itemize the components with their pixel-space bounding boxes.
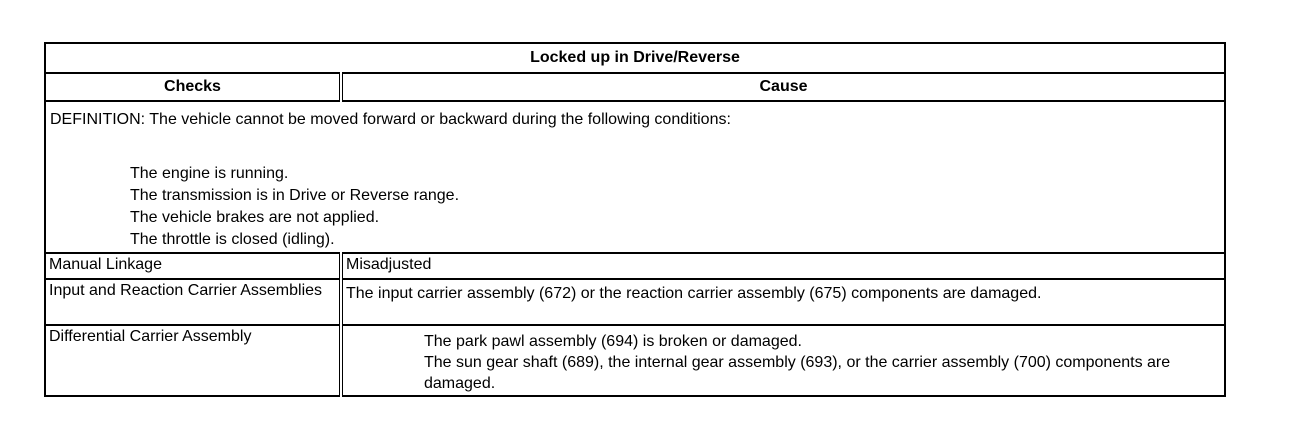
condition-item: The engine is running. bbox=[130, 165, 289, 182]
cause-cell: The input carrier assembly (672) or the reaction carrier assembly (675) components are damaged. bbox=[341, 279, 1225, 325]
table-row bbox=[45, 279, 1225, 325]
condition-item: The throttle is closed (idling). bbox=[130, 231, 335, 248]
table-header-row bbox=[45, 73, 1225, 101]
check-cell: Input and Reaction Carrier Assemblies bbox=[45, 279, 341, 325]
cause-header: Cause bbox=[341, 73, 1225, 101]
locked-up-diagnostic-table bbox=[44, 42, 1226, 397]
definition-cell bbox=[45, 101, 1225, 253]
table-row bbox=[45, 325, 1225, 396]
condition-item: The vehicle brakes are not applied. bbox=[130, 209, 380, 226]
definition-conditions bbox=[50, 163, 1220, 251]
checks-header: Checks bbox=[45, 73, 341, 101]
definition-row bbox=[45, 101, 1225, 253]
check-cell: Manual Linkage bbox=[45, 253, 341, 279]
table-title: Locked up in Drive/Reverse bbox=[45, 43, 1225, 73]
table-title-row bbox=[45, 43, 1225, 73]
cause-item: The sun gear shaft (689), the internal gear assembly (693), or the carrier assembly (700) components are damaged. bbox=[424, 354, 1171, 392]
condition-item: The transmission is in Drive or Reverse range. bbox=[130, 187, 460, 204]
cause-cell bbox=[341, 325, 1225, 396]
table-row bbox=[45, 253, 1225, 279]
cause-list bbox=[346, 331, 1221, 394]
definition-text: DEFINITION: The vehicle cannot be moved forward or backward during the following conditions: bbox=[50, 111, 731, 128]
check-cell: Differential Carrier Assembly bbox=[45, 325, 341, 396]
cause-item: The park pawl assembly (694) is broken or damaged. bbox=[424, 333, 802, 350]
cause-cell: Misadjusted bbox=[341, 253, 1225, 279]
